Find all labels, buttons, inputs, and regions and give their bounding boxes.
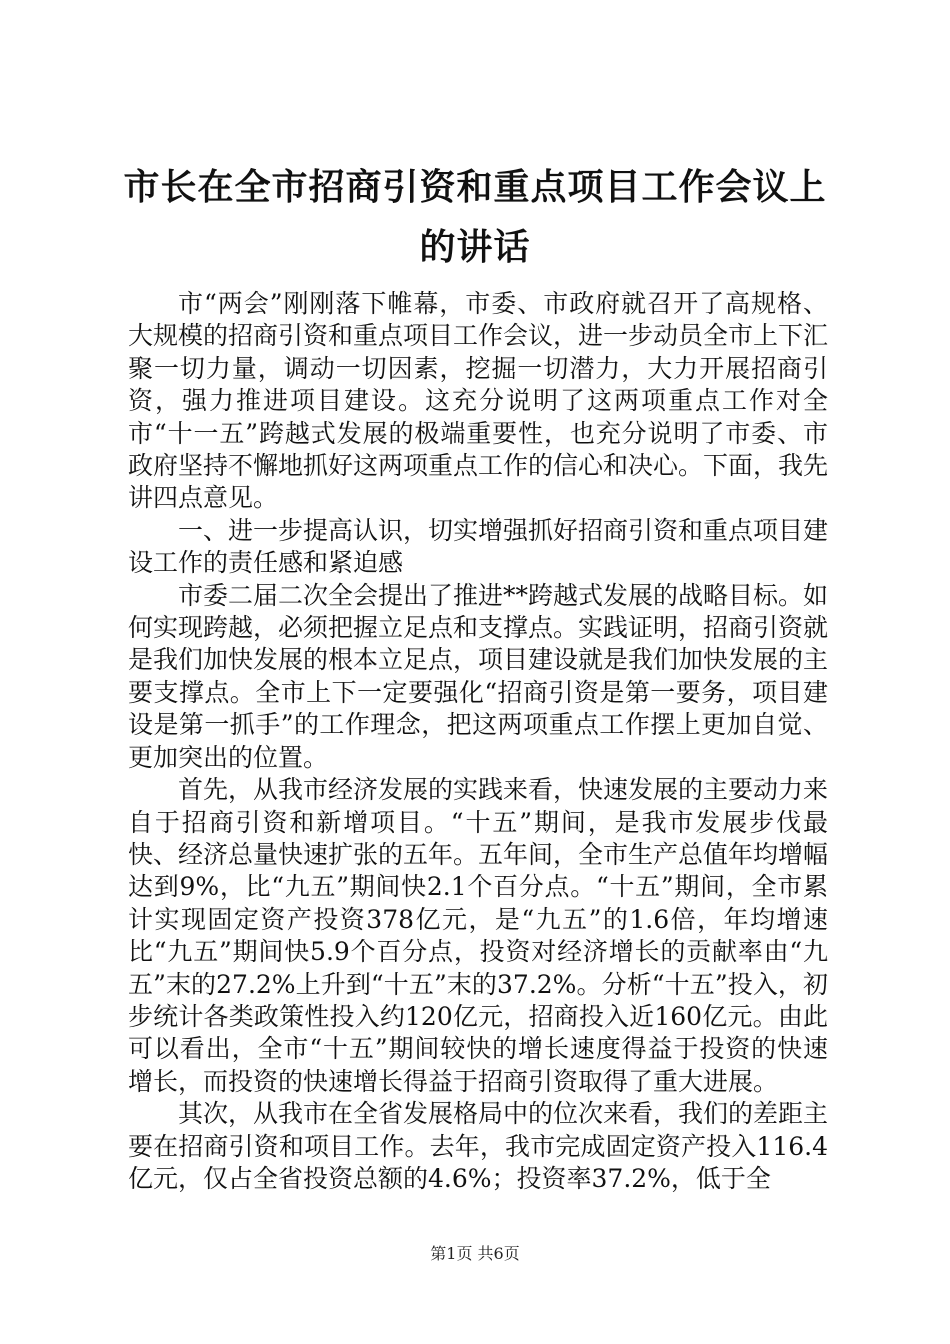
page-footer: 第1页 共6页 — [430, 1244, 520, 1263]
document-title: 市长在全市招商引资和重点项目工作会议上的讲话 — [123, 167, 827, 268]
paragraph: 市委二届二次全会提出了推进**跨越式发展的战略目标。如何实现跨越，必须把握立足点和支撑点。实践证明，招商引资就是我们加快发展的根本立足点，项目建设就是我们加快发展的主要支撑点。全市上下一定要强化“招商引资是第一要务，项目建设是第一抓手”的工作理念，把这两项重点工作摆上更加自觉、更加突出的位置。 — [128, 580, 829, 772]
paragraph: 首先，从我市经济发展的实践来看，快速发展的主要动力来自于招商引资和新增项目。“十五”期间，是我市发展步伐最快、经济总量快速扩张的五年。五年间，全市生产总值年均增幅达到9%，比“九五”期间快2.1个百分点。“十五”期间，全市累计实现固定资产投资378亿元，是“九五”的1.6倍，年均增速比“九五”期间快5.9个百分点，投资对经济增长的贡献率由“九五”末的27.2%上升到“十五”末的37.2%。分析“十五”投入，初步统计各类政策性投入约120亿元，招商投入近160亿元。由此可以看出，全市“十五”期间较快的增长速度得益于投资的快速增长，而投资的快速增长得益于招商引资取得了重大进展。 — [128, 775, 829, 1096]
paragraph: 市“两会”刚刚落下帷幕，市委、市政府就召开了高规格、大规模的招商引资和重点项目工作会议，进一步动员全市上下汇聚一切力量，调动一切因素，挖掘一切潜力，大力开展招商引资，强力推进项目建设。这充分说明了这两项重点工作对全市“十一五”跨越式发展的极端重要性，也充分说明了市委、市政府坚持不懈地抓好这两项重点工作的信心和决心。下面，我先讲四点意见。 — [128, 289, 829, 513]
document-body — [128, 288, 828, 1195]
section-heading: 一、进一步提高认识，切实增强抓好招商引资和重点项目建设工作的责任感和紧迫感 — [128, 515, 829, 578]
paragraph: 其次，从我市在全省发展格局中的位次来看，我们的差距主要在招商引资和项目工作。去年，我市完成固定资产投入116.4亿元，仅占全省投资总额的4.6%；投资率37.2%，低于全 — [128, 1099, 829, 1193]
